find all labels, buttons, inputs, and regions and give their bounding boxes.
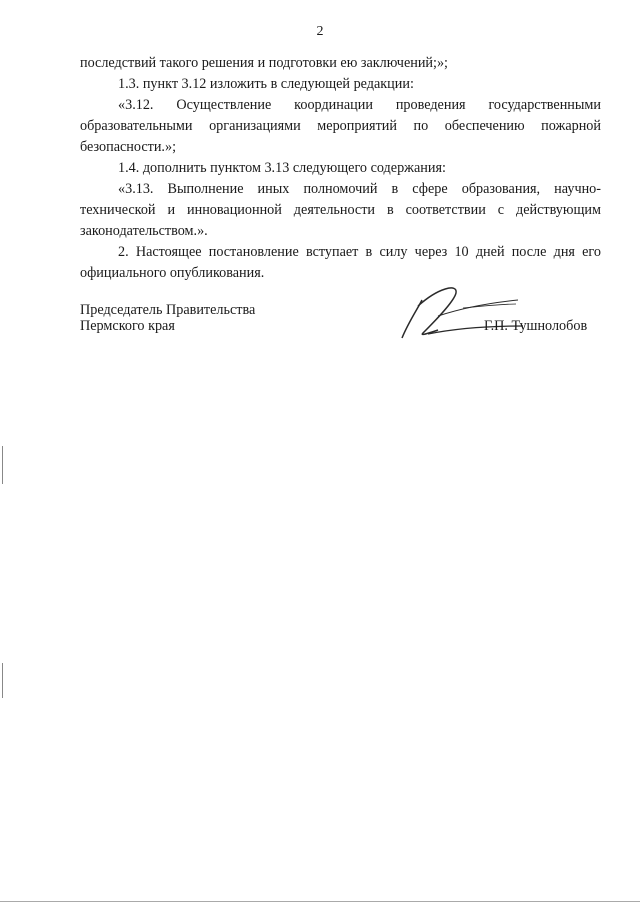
signatory-name: Г.П. Тушнолобов [484, 318, 588, 334]
scan-edge-mark [2, 663, 3, 698]
body-text [80, 53, 601, 284]
paragraph-1: последствий такого решения и подготовки ею заключений;»; [80, 55, 448, 71]
handwritten-signature [398, 278, 523, 348]
signatory-position-line1: Председатель Правительства [80, 302, 256, 318]
paragraph-5: «3.13. Выполнение иных полномочий в сфере образования, научно-технической и инновационной деятельности в соответствии с действующим законодательством.». [80, 181, 601, 239]
scan-edge-mark [2, 446, 3, 484]
paragraph-4: 1.4. дополнить пунктом 3.13 следующего содержания: [118, 160, 446, 176]
paragraph-6: 2. Настоящее постановление вступает в силу через 10 дней после дня его официального опубликования. [80, 244, 601, 281]
page-number: 2 [316, 24, 324, 39]
paragraph-2: 1.3. пункт 3.12 изложить в следующей редакции: [118, 76, 414, 92]
signatory-position-line2: Пермского края [80, 318, 175, 334]
scan-bottom-edge [0, 901, 640, 902]
paragraph-3: «3.12. Осуществление координации проведения государственными образовательными организациями мероприятий по обеспечению пожарной безопасности.»; [80, 97, 601, 155]
signatory-position [80, 302, 255, 334]
